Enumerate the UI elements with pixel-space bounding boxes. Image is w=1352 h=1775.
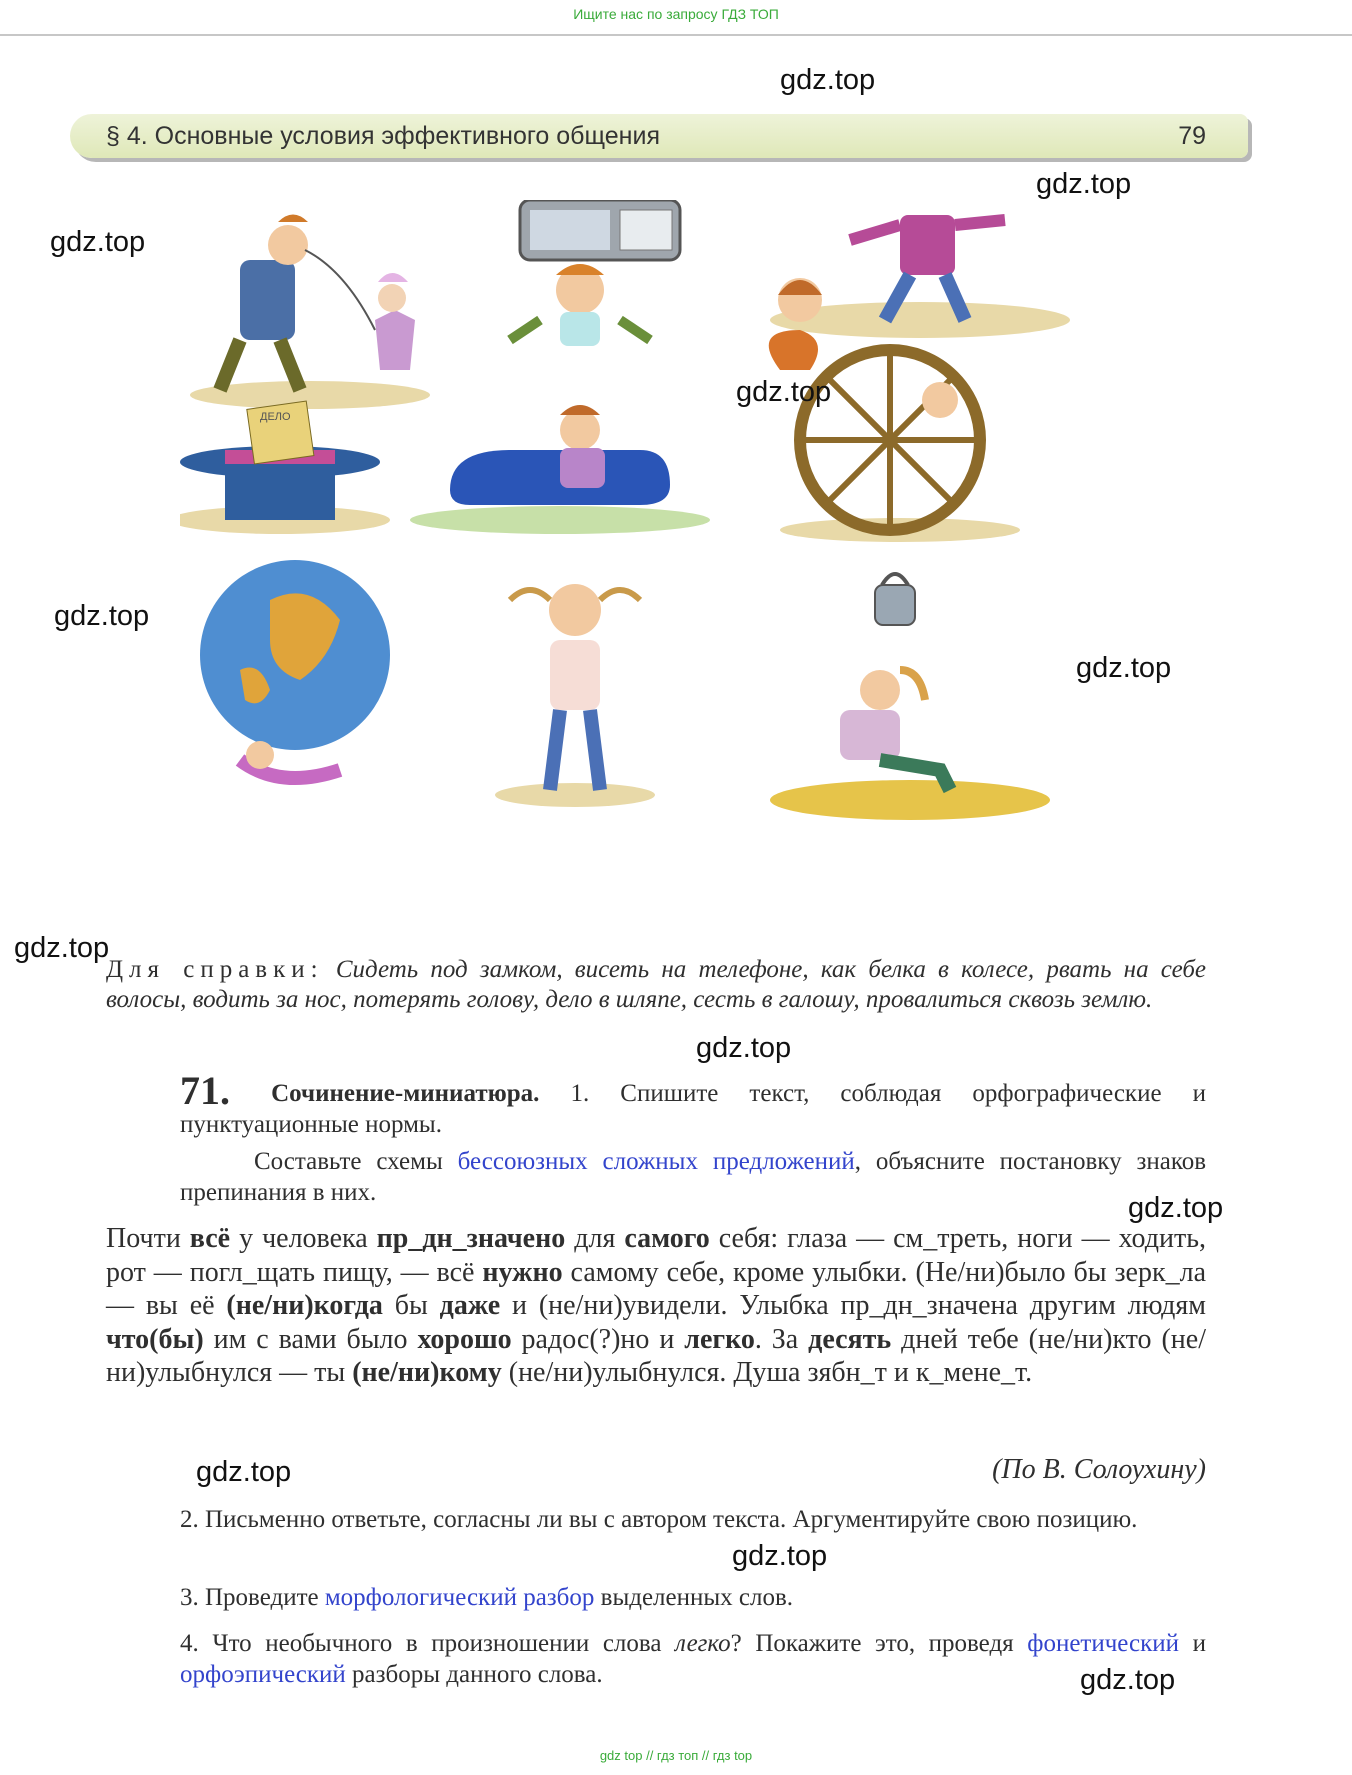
watermark: gdz.top bbox=[732, 1540, 828, 1572]
watermark: gdz.top bbox=[14, 932, 110, 964]
watermark: gdz.top bbox=[1036, 168, 1132, 200]
hanging-on-phone-picture bbox=[510, 200, 680, 346]
highlighted-word: (не/ни)кому bbox=[352, 1357, 502, 1388]
task4-and: и bbox=[1192, 1630, 1206, 1657]
highlighted-word: самого bbox=[624, 1223, 710, 1254]
reference-block bbox=[106, 955, 1206, 1015]
body-segment: (не/ни)улыбнулся. Душа зябн_т и к_мене_т. bbox=[501, 1357, 1033, 1388]
highlighted-word: десять bbox=[808, 1323, 892, 1355]
orthoepic-link[interactable]: орфоэпический bbox=[180, 1661, 346, 1688]
footer-text: gdz top // гдз топ // гдз top bbox=[599, 1748, 753, 1763]
highlighted-word: нужно bbox=[482, 1256, 563, 1288]
exercise-task3 bbox=[180, 1582, 1206, 1613]
highlighted-word: хорошо bbox=[417, 1323, 512, 1355]
exercise-body-text bbox=[106, 1222, 1206, 1390]
exercise-number: 71. bbox=[180, 1068, 230, 1113]
morph-link[interactable]: морфологический разбор bbox=[324, 1584, 595, 1611]
body-segment: и (не/ни)увидели. Улыбка пр_дн_значена другим людям bbox=[500, 1290, 1206, 1321]
body-segment: для bbox=[565, 1223, 625, 1254]
task4-word: легко bbox=[675, 1630, 731, 1657]
idioms-illustration bbox=[180, 200, 1125, 920]
galosh-picture bbox=[410, 405, 710, 534]
section-header bbox=[70, 114, 1248, 158]
task2-text: 2. Письменно ответьте, согласны ли вы с автором текста. Аргументируйте свою позицию. bbox=[180, 1506, 1138, 1533]
task4-pre: 4. Что необычного в произношении слова bbox=[180, 1630, 662, 1657]
watermark: gdz.top bbox=[780, 64, 876, 96]
top-banner bbox=[0, 0, 1352, 36]
exercise-title: Сочинение-миниатюра. bbox=[271, 1080, 540, 1107]
footer bbox=[0, 1748, 1352, 1763]
highlighted-word: даже bbox=[439, 1290, 501, 1321]
task4-post: разборы данного слова. bbox=[352, 1661, 603, 1688]
task3-post: выделенных слов. bbox=[600, 1584, 794, 1611]
watermark: gdz.top bbox=[196, 1456, 292, 1488]
phonetic-link[interactable]: фонетический bbox=[1027, 1630, 1180, 1657]
watermark: gdz.top bbox=[736, 376, 832, 408]
exercise-task2 bbox=[180, 1504, 1206, 1535]
highlighted-word: легко bbox=[684, 1323, 755, 1355]
body-segment: Почти bbox=[106, 1223, 190, 1254]
watermark: gdz.top bbox=[1080, 1664, 1176, 1696]
exercise-task1 bbox=[180, 1068, 1206, 1140]
task1-text: 1. Спишите текст, соблюдая орфографические и пунктуационные нормы. bbox=[180, 1080, 1206, 1138]
watermark: gdz.top bbox=[50, 226, 146, 258]
task1b-post: , объясните постановку знаков препинания в них. bbox=[180, 1148, 1206, 1206]
reference-text: Сидеть под замком, висеть на телефоне, как белка в колесе, рвать на себе волосы, водить за нос, потерять голову, дело в шляпе, сесть в галошу, провалиться сквозь землю. bbox=[106, 956, 1207, 1013]
task3-pre: 3. Проведите bbox=[180, 1584, 319, 1611]
task1b-pre: Составьте схемы bbox=[254, 1148, 443, 1175]
lost-head-picture bbox=[770, 215, 1070, 338]
under-lock-picture bbox=[770, 574, 1050, 820]
body-segment: у человека bbox=[230, 1223, 377, 1254]
top-banner-text: Ищите нас по запросу ГДЗ ТОП bbox=[573, 6, 779, 22]
squirrel-wheel-picture bbox=[769, 330, 1020, 542]
watermark: gdz.top bbox=[1076, 652, 1172, 684]
body-segment: самому себе, кроме улыбки. (Не/ни)было бы зерк_ла — вы её bbox=[106, 1256, 1206, 1321]
task4-mid: ? Покажите это, проведя bbox=[730, 1630, 1014, 1657]
page-number: 79 bbox=[1178, 122, 1206, 150]
body-segment: им с вами было bbox=[203, 1323, 418, 1355]
body-segment: . За bbox=[754, 1323, 809, 1355]
highlighted-word: что(бы) bbox=[106, 1323, 204, 1355]
source-text: (По В. Солоухину) bbox=[992, 1454, 1206, 1485]
highlighted-word: всё bbox=[189, 1223, 231, 1254]
watermark: gdz.top bbox=[1128, 1192, 1224, 1224]
through-earth-picture bbox=[200, 560, 390, 778]
body-segment: радос(?)но и bbox=[511, 1323, 685, 1355]
watermark: gdz.top bbox=[54, 600, 150, 632]
exercise-task1b bbox=[180, 1146, 1206, 1208]
bsp-link[interactable]: бессоюзных сложных предложений bbox=[457, 1148, 855, 1175]
matter-in-hat-picture bbox=[180, 401, 390, 534]
exercise-task4 bbox=[180, 1628, 1206, 1690]
led-by-nose-picture bbox=[190, 215, 430, 410]
body-segment: себя: глаза — см_треть, ноги — ходить, рот — погл_щать пищу, — всё bbox=[106, 1223, 1206, 1288]
body-segment: бы bbox=[382, 1290, 440, 1321]
highlighted-word: пр_дн_значено bbox=[376, 1223, 566, 1254]
body-segment: дней тебе (не/ни)кто (не/ни)улыбнулся — ты bbox=[106, 1323, 1206, 1388]
watermark: gdz.top bbox=[696, 1032, 792, 1064]
reference-label: Для справки: bbox=[106, 956, 324, 983]
folder-label: ДЕЛО bbox=[260, 411, 291, 423]
highlighted-word: (не/ни)когда bbox=[226, 1290, 383, 1321]
section-title: § 4. Основные условия эффективного общения bbox=[106, 122, 660, 150]
tearing-hair-picture bbox=[495, 584, 655, 807]
